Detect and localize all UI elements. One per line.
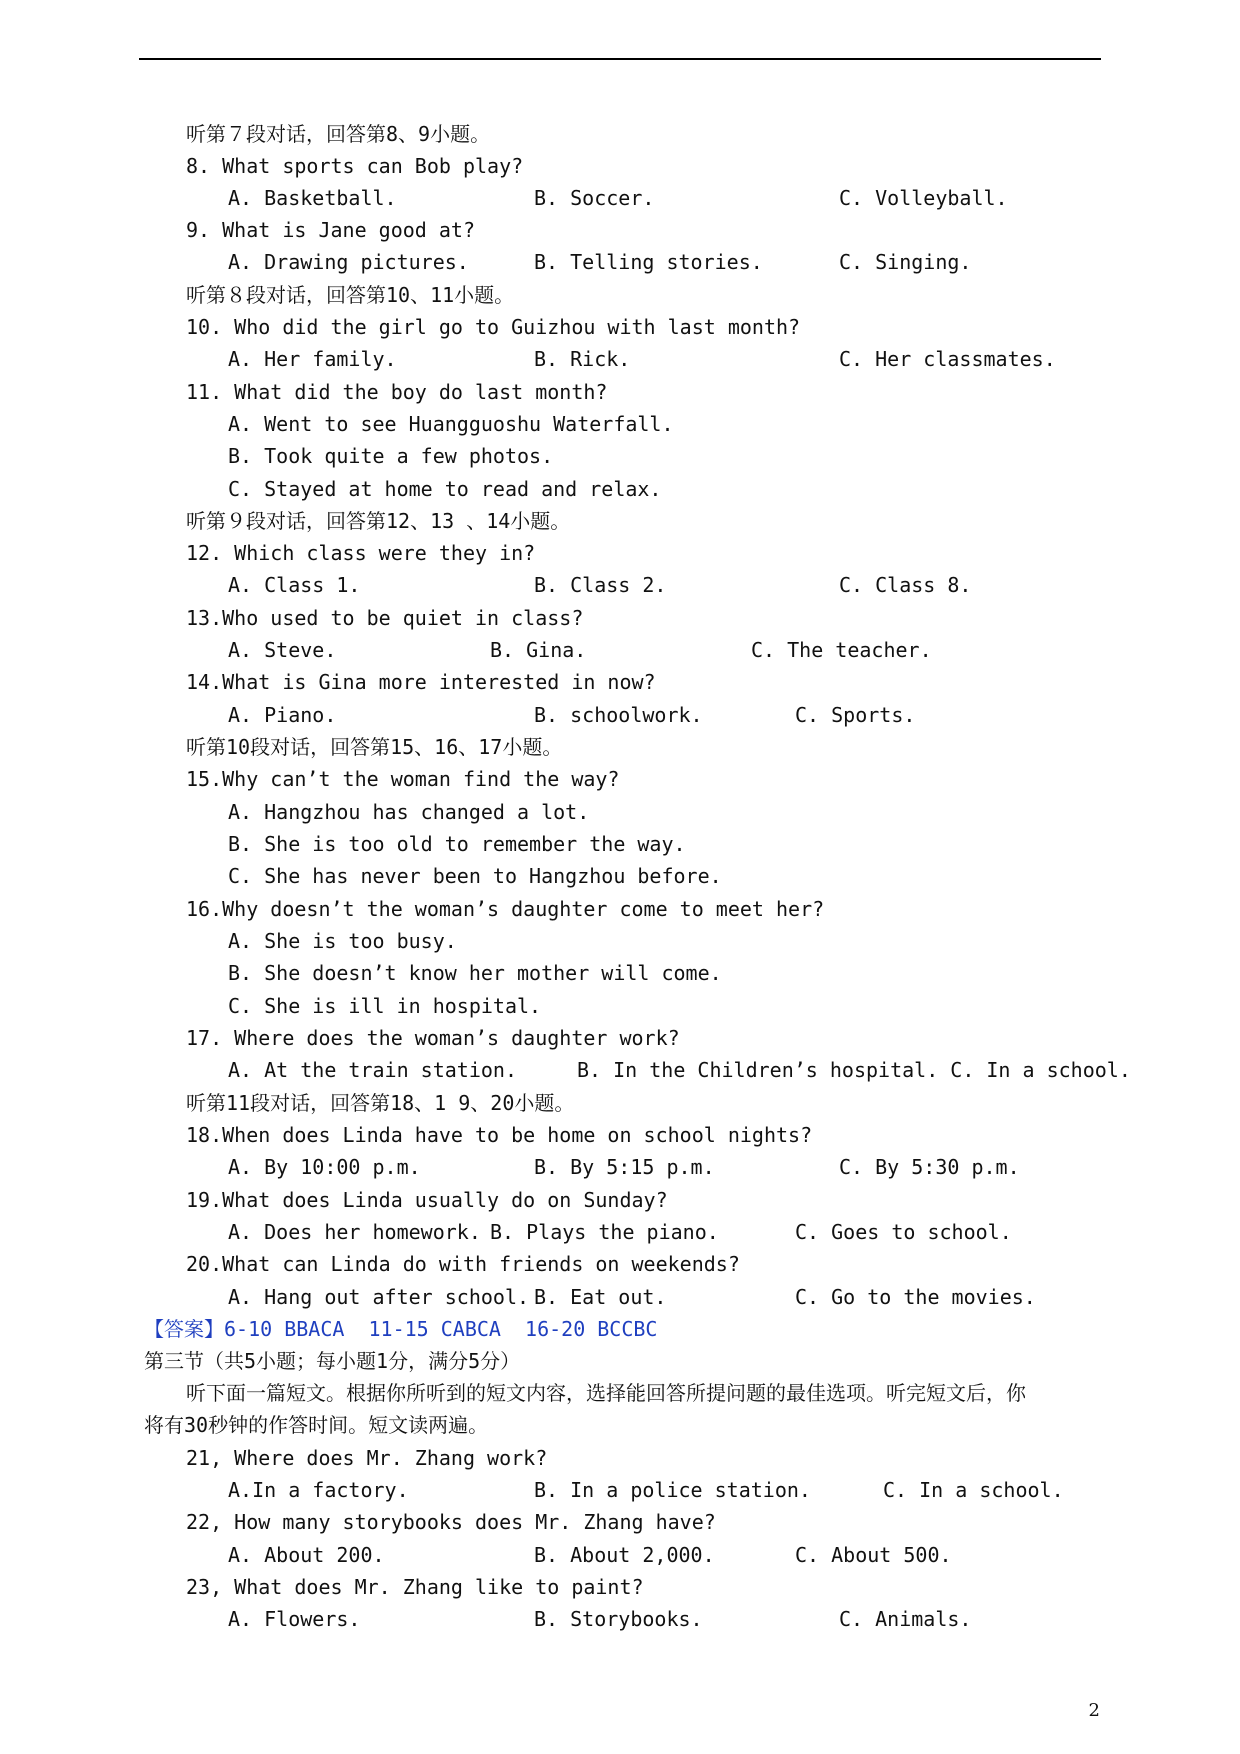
option: A. Basketball. bbox=[228, 186, 397, 210]
question: 17. Where does the woman’s daughter work? bbox=[186, 1026, 680, 1050]
question: 9. What is Jane good at? bbox=[186, 218, 475, 242]
option: A.In a factory. bbox=[228, 1478, 409, 1502]
question: 8. What sports can Bob play? bbox=[186, 154, 524, 178]
option: C. About 500. bbox=[795, 1543, 952, 1567]
option: B. Class 2. bbox=[534, 573, 667, 597]
option: B. About 2,000. bbox=[534, 1543, 715, 1567]
question: 19.What does Linda usually do on Sunday? bbox=[186, 1188, 668, 1212]
question: 12. Which class were they in? bbox=[186, 541, 536, 565]
page-number: 2 bbox=[1088, 1700, 1100, 1721]
option: A. Her family. bbox=[228, 347, 397, 371]
option: B. Storybooks. bbox=[534, 1607, 703, 1631]
option: A. Does her homework. bbox=[228, 1220, 481, 1244]
option: A. Hang out after school. bbox=[228, 1285, 530, 1309]
question: 11. What did the boy do last month? bbox=[186, 380, 608, 404]
option: A. Went to see Huangguoshu Waterfall. bbox=[228, 412, 674, 436]
question: 13.Who used to be quiet in class? bbox=[186, 606, 584, 630]
option: C. By 5:30 p.m. bbox=[839, 1155, 1020, 1179]
option: A. Drawing pictures. bbox=[228, 250, 469, 274]
section-heading: 听第10段对话，回答第15、16、17小题。 bbox=[186, 735, 563, 759]
option: C. Sports. bbox=[795, 703, 916, 727]
option: C. She has never been to Hangzhou before. bbox=[228, 864, 722, 888]
question: 16.Why doesn’t the woman’s daughter come to meet her? bbox=[186, 897, 825, 921]
question: 23, What does Mr. Zhang like to paint? bbox=[186, 1575, 644, 1599]
section-heading: 听第８段对话，回答第10、11小题。 bbox=[186, 283, 515, 307]
question: 10. Who did the girl go to Guizhou with last month? bbox=[186, 315, 801, 339]
option: C. Goes to school. bbox=[795, 1220, 1012, 1244]
option: B. Rick. bbox=[534, 347, 631, 371]
option: C. Singing. bbox=[839, 250, 972, 274]
question: 20.What can Linda do with friends on weekends? bbox=[186, 1252, 740, 1276]
question: 21, Where does Mr. Zhang work? bbox=[186, 1446, 548, 1470]
option: B. She doesn’t know her mother will come. bbox=[228, 961, 722, 985]
question: 18.When does Linda have to be home on school nights? bbox=[186, 1123, 813, 1147]
option: A. Hangzhou has changed a lot. bbox=[228, 800, 590, 824]
section-heading: 听第７段对话，回答第8、9小题。 bbox=[186, 122, 491, 146]
option: A. Piano. bbox=[228, 703, 337, 727]
option: B. By 5:15 p.m. bbox=[534, 1155, 715, 1179]
option: B. Telling stories. bbox=[534, 250, 763, 274]
option: B. schoolwork. bbox=[534, 703, 703, 727]
section-heading: 听第11段对话，回答第18、1 9、20小题。 bbox=[186, 1091, 575, 1115]
option: C. Class 8. bbox=[839, 573, 972, 597]
question: 14.What is Gina more interested in now? bbox=[186, 670, 656, 694]
option: B. Gina. bbox=[490, 638, 587, 662]
option: C. The teacher. bbox=[751, 638, 932, 662]
option: C. Volleyball. bbox=[839, 186, 1008, 210]
answer-key: 【答案】6-10 BBACA 11-15 CABCA 16-20 BCCBC bbox=[144, 1317, 658, 1341]
option: B. Eat out. bbox=[534, 1285, 667, 1309]
option: A. Class 1. bbox=[228, 573, 361, 597]
option: C. Stayed at home to read and relax. bbox=[228, 477, 662, 501]
option: B. She is too old to remember the way. bbox=[228, 832, 686, 856]
option: C. She is ill in hospital. bbox=[228, 994, 542, 1018]
option: A. She is too busy. bbox=[228, 929, 457, 953]
option: A. About 200. bbox=[228, 1543, 385, 1567]
section-heading: 听第９段对话，回答第12、13 、14小题。 bbox=[186, 509, 571, 533]
option: A. Flowers. bbox=[228, 1607, 361, 1631]
question: 22, How many storybooks does Mr. Zhang have? bbox=[186, 1510, 716, 1534]
option: B. Soccer. bbox=[534, 186, 655, 210]
question: 15.Why can’t the woman find the way? bbox=[186, 767, 620, 791]
option: A. By 10:00 p.m. bbox=[228, 1155, 421, 1179]
header-rule bbox=[139, 58, 1101, 60]
option: C. In a school. bbox=[883, 1478, 1064, 1502]
instruction: 听下面一篇短文。根据你所听到的短文内容，选择能回答所提问题的最佳选项。听完短文后，你 bbox=[186, 1381, 1026, 1405]
option: A. At the train station. bbox=[228, 1058, 517, 1082]
option: C. Animals. bbox=[839, 1607, 972, 1631]
option: C. Her classmates. bbox=[839, 347, 1056, 371]
option: B. In the Children’s hospital. C. In a school. bbox=[577, 1058, 1131, 1082]
option: A. Steve. bbox=[228, 638, 337, 662]
option: B. Took quite a few photos. bbox=[228, 444, 554, 468]
section-heading: 第三节（共5小题；每小题1分，满分5分） bbox=[144, 1349, 521, 1373]
option: C. Go to the movies. bbox=[795, 1285, 1036, 1309]
option: B. Plays the piano. bbox=[490, 1220, 719, 1244]
instruction: 将有30秒钟的作答时间。短文读两遍。 bbox=[144, 1413, 489, 1437]
option: B. In a police station. bbox=[534, 1478, 811, 1502]
